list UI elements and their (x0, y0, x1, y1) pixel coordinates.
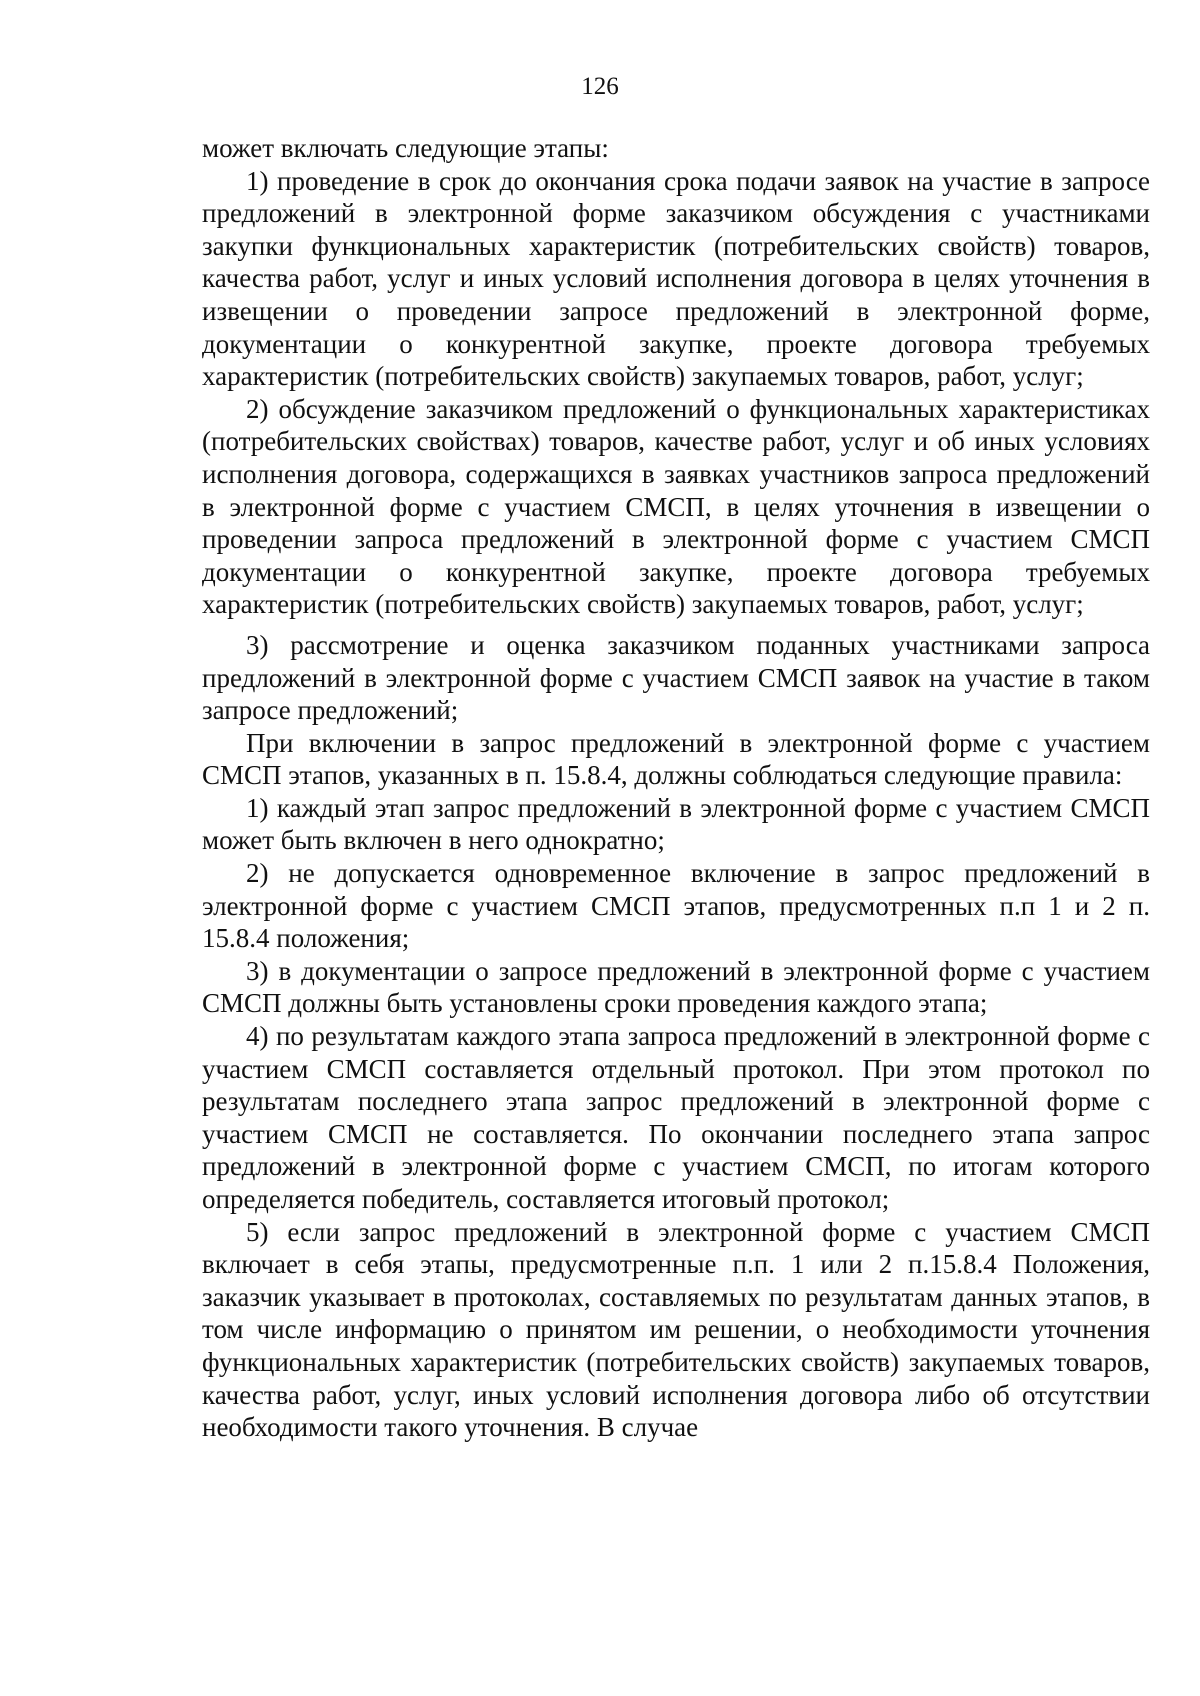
paragraph-rule-3: 3) в документации о запросе предложений в электронной форме с участием СМСП должны быть установлены сроки проведения каждого этапа; (202, 955, 1150, 1019)
page-number: 126 (581, 73, 619, 100)
document-body (202, 132, 1150, 1444)
paragraph-rule-5: 5) если запрос предложений в электронной форме с участием СМСП включает в себя этапы, предусмотренные п.п. 1 или 2 п.15.8.4 Положения, заказчик указывает в протоколах, составляемых по результатам данных этапов, в том числе информацию о принятом им решении, о необходимости уточнения функциональных характеристик (потребительских свойств) закупаемых товаров, качества работ, услуг, иных условий исполнения договора либо об отсутствии необходимости такого уточнения. В случае (202, 1216, 1150, 1443)
paragraph-rule-2: 2) не допускается одновременное включение в запрос предложений в электронной форме с участием СМСП этапов, предусмотренных п.п 1 и 2 п. 15.8.4 положения; (202, 858, 1150, 954)
paragraph-rule-4: 4) по результатам каждого этапа запроса предложений в электронной форме с участием СМСП составляется отдельный протокол. При этом протокол по результатам последнего этапа запрос предложений в электронной форме с участием СМСП не составляется. По окончании последнего этапа запрос предложений в электронной форме с участием СМСП, по итогам которого определяется победитель, составляется итоговый протокол; (202, 1021, 1150, 1214)
paragraph-rule-1: 1) каждый этап запрос предложений в электронной форме с участием СМСП может быть включен в него однократно; (202, 792, 1150, 856)
paragraph-item-3: 3) рассмотрение и оценка заказчиком поданных участниками запроса предложений в электронной форме с участием СМСП заявок на участие в таком запросе предложений; (202, 629, 1150, 726)
paragraph-item-2: 2) обсуждение заказчиком предложений о функциональных характеристиках (потребительских свойствах) товаров, качестве работ, услуг и об иных условиях исполнения договора, содержащихся в заявках участников запроса предложений в электронной форме с участием СМСП, в целях уточнения в извещении о проведении запроса предложений в электронной форме с участием СМСП документации о конкурентной закупке, проекте договора требуемых характеристик (потребительских свойств) закупаемых товаров, работ, услуг; (202, 393, 1150, 620)
paragraph-intro: может включать следующие этапы: (202, 133, 609, 163)
paragraph-item-1: 1) проведение в срок до окончания срока подачи заявок на участие в запросе предложений в электронной форме заказчиком обсуждения с участниками закупки функциональных характеристик (потребительских свойств) товаров, качества работ, услуг и иных условий исполнения договора в целях уточнения в извещении о проведении запросе предложений в электронной форме, документации о конкурентной закупке, проекте договора требуемых характеристик (потребительских свойств) закупаемых товаров, работ, услуг; (202, 165, 1150, 392)
paragraph-rules-intro: При включении в запрос предложений в электронной форме с участием СМСП этапов, указанных в п. 15.8.4, должны соблюдаться следующие правила: (202, 727, 1150, 791)
